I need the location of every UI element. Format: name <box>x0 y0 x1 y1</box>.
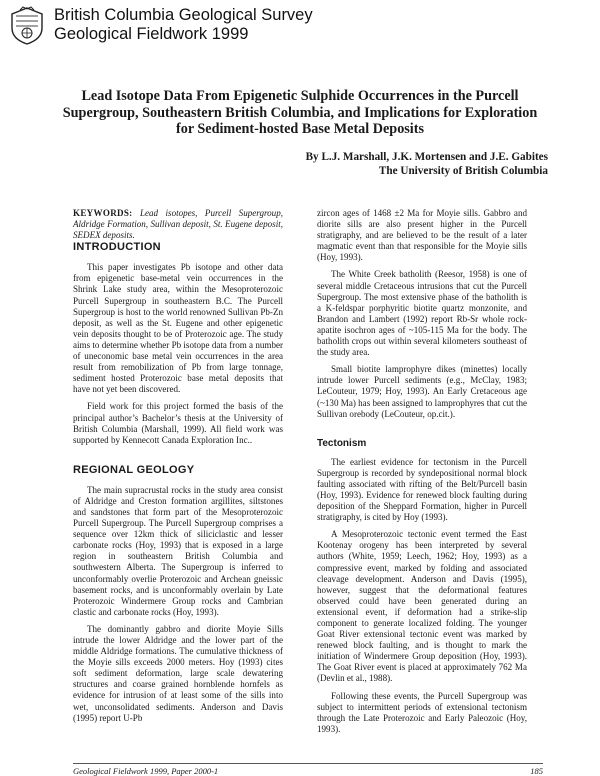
keywords-text: Lead isotopes, Purcell Supergroup, Aldridge Formation, Sullivan deposit, St. Eugene deposit, SEDEX deposits. <box>73 208 283 241</box>
authors: By L.J. Marshall, J.K. Mortensen and J.E. Gabites <box>305 151 548 163</box>
tectonism-paragraph-2: A Mesoproterozoic tectonic event termed the East Kootenay orogeny has been interpreted by several authors (White, 1959; Leech, 1962; Hoy, 1993) as a compressive event, marked by folding and associated cleavage development. Anderson and Davis (1995), however, suggest that the deformational features observed could have been generated during an extensional event, if deformation had a strike-slip component to generate localized folding. The younger Goat River extensional tectonic event was marked by renewed block faulting, and is thought to mark the initiation of Windermere Group deposition (Hoy, 1993). The Goat River event is placed at approximately 762 Ma (Devlin et al., 1988). <box>317 529 527 684</box>
affiliation: The University of British Columbia <box>378 165 548 177</box>
footer-divider <box>73 763 543 764</box>
intro-paragraph-1: This paper investigates Pb isotope and other data from epigenetic base-metal vein occurrences in the Shrink Lake study area, within the Mesoproterozoic Purcell Supergroup in southeastern B.C. The Purcell Supergroup is host to the world renowned Sullivan Pb-Zn deposit, as well as the St. Eugene and other epigenetic vein deposits thought to be of Proterozoic age. The study aims to determine whether Pb isotope data from a number of uneconomic base metal vein occurrences in the area result from remobilization of Pb from large tonnage, sediment hosted Proterozoic base metal deposits that have not yet been discovered. <box>73 262 283 395</box>
right-column <box>317 208 527 741</box>
header-line-1: British Columbia Geological Survey <box>54 6 313 24</box>
header-line-2: Geological Fieldwork 1999 <box>54 25 249 43</box>
agency-name <box>54 6 313 44</box>
right-paragraph-1: zircon ages of 1468 ±2 Ma for Moyie sills. Gabbro and diorite sills are also present higher in the Purcell stratigraphy, and are believed to be the result of a later magmatic event than that responsible for the Moyie sills (Hoy, 1993). <box>317 208 527 263</box>
keywords-label: KEYWORDS: <box>73 208 133 218</box>
regional-geology-heading: REGIONAL GEOLOGY <box>73 463 195 476</box>
page-number: 185 <box>530 766 543 776</box>
paper-title: Lead Isotope Data From Epigenetic Sulphide Occurrences in the Purcell Supergroup, Southeastern British Columbia, and Implications for Exploration for Sediment-hosted Base Metal Deposits <box>62 88 538 137</box>
right-paragraph-3: Small biotite lamprophyre dikes (minettes) locally intrude lower Purcell sediments (e.g., McClay, 1983; LeCouteur, 1979; Hoy, 1993). An Early Cretaceous age (~130 Ma) has been assigned to lamprophyres that cut the Sullivan orebody (LeCouteur, op.cit.). <box>317 364 527 419</box>
tectonism-heading: Tectonism <box>317 437 367 449</box>
author-block <box>150 150 548 178</box>
introduction-heading: INTRODUCTION <box>73 241 161 254</box>
left-column <box>73 208 283 730</box>
regional-paragraph-2: The dominantly gabbro and diorite Moyie Sills intrude the lower Aldridge and the lower part of the middle Aldridge formations. The cumulative thickness of the Moyie sills exceeds 2000 meters. Hoy (1993) cites soft sediment deformation, large scale dewatering structures and coarse grained hornblende hornfels as evidence for intrusion of at least some of the sills into wet, unconsolidated sediments. Anderson and Davis (1995) report U-Pb <box>73 623 283 723</box>
page-header <box>8 6 368 48</box>
regional-paragraph-1: The main supracrustal rocks in the study area consist of Aldridge and Creston formation argillites, siltstones and sandstones that form part of the Mesoproterozoic Purcell Supergroup. The Purcell Supergroup comprises a sequence over 12km thick of siliciclastic and lesser carbonate rocks (Hoy, 1993) that is exposed in a large region in southeastern British Columbia and southwestern Alberta. The Supergroup is inferred to unconformably overlie Proterozoic and Archean gneissic basement rocks, and is unconformably overlain by Late Proterozoic Windermere Group rocks and Cambrian clastic and carbonate rocks (Hoy, 1993). <box>73 484 283 617</box>
tectonism-paragraph-1: The earliest evidence for tectonism in the Purcell Supergroup is recorded by syndepositional normal block faulting associated with rifting of the Belt/Purcell basin (Hoy, 1993). Evidence for renewed block faulting during deposition of the Sheppard Formation, higher in Purcell stratigraphy, is cited by Hoy (1993). <box>317 456 527 523</box>
footer-citation: Geological Fieldwork 1999, Paper 2000-1 <box>73 766 219 776</box>
bc-crest-logo-icon <box>8 6 46 46</box>
keywords <box>73 208 283 241</box>
right-paragraph-2: The White Creek batholith (Reesor, 1958) is one of several middle Cretaceous intrusions that cut the Purcell Supergroup. The most extensive phase of the batholith is a K-feldspar porphyritic biotite quartz monzonite, and Brandon and Lambert (1992) report Rb-Sr whole rock-apatite isochron ages of ~105-115 Ma for the body. The batholith crops out within several kilometers southeast of the study area. <box>317 269 527 358</box>
tectonism-paragraph-3: Following these events, the Purcell Supergroup was subject to intermittent periods of extensional tectonism through the Late Proterozoic and Early Paleozoic (Hoy, 1993). <box>317 690 527 734</box>
intro-paragraph-2: Field work for this project formed the basis of the principal author’s Bachelor’s thesis at the University of British Columbia (Marshall, 1999). All field work was supported by Kennecott Canada Exploration Inc.. <box>73 401 283 445</box>
